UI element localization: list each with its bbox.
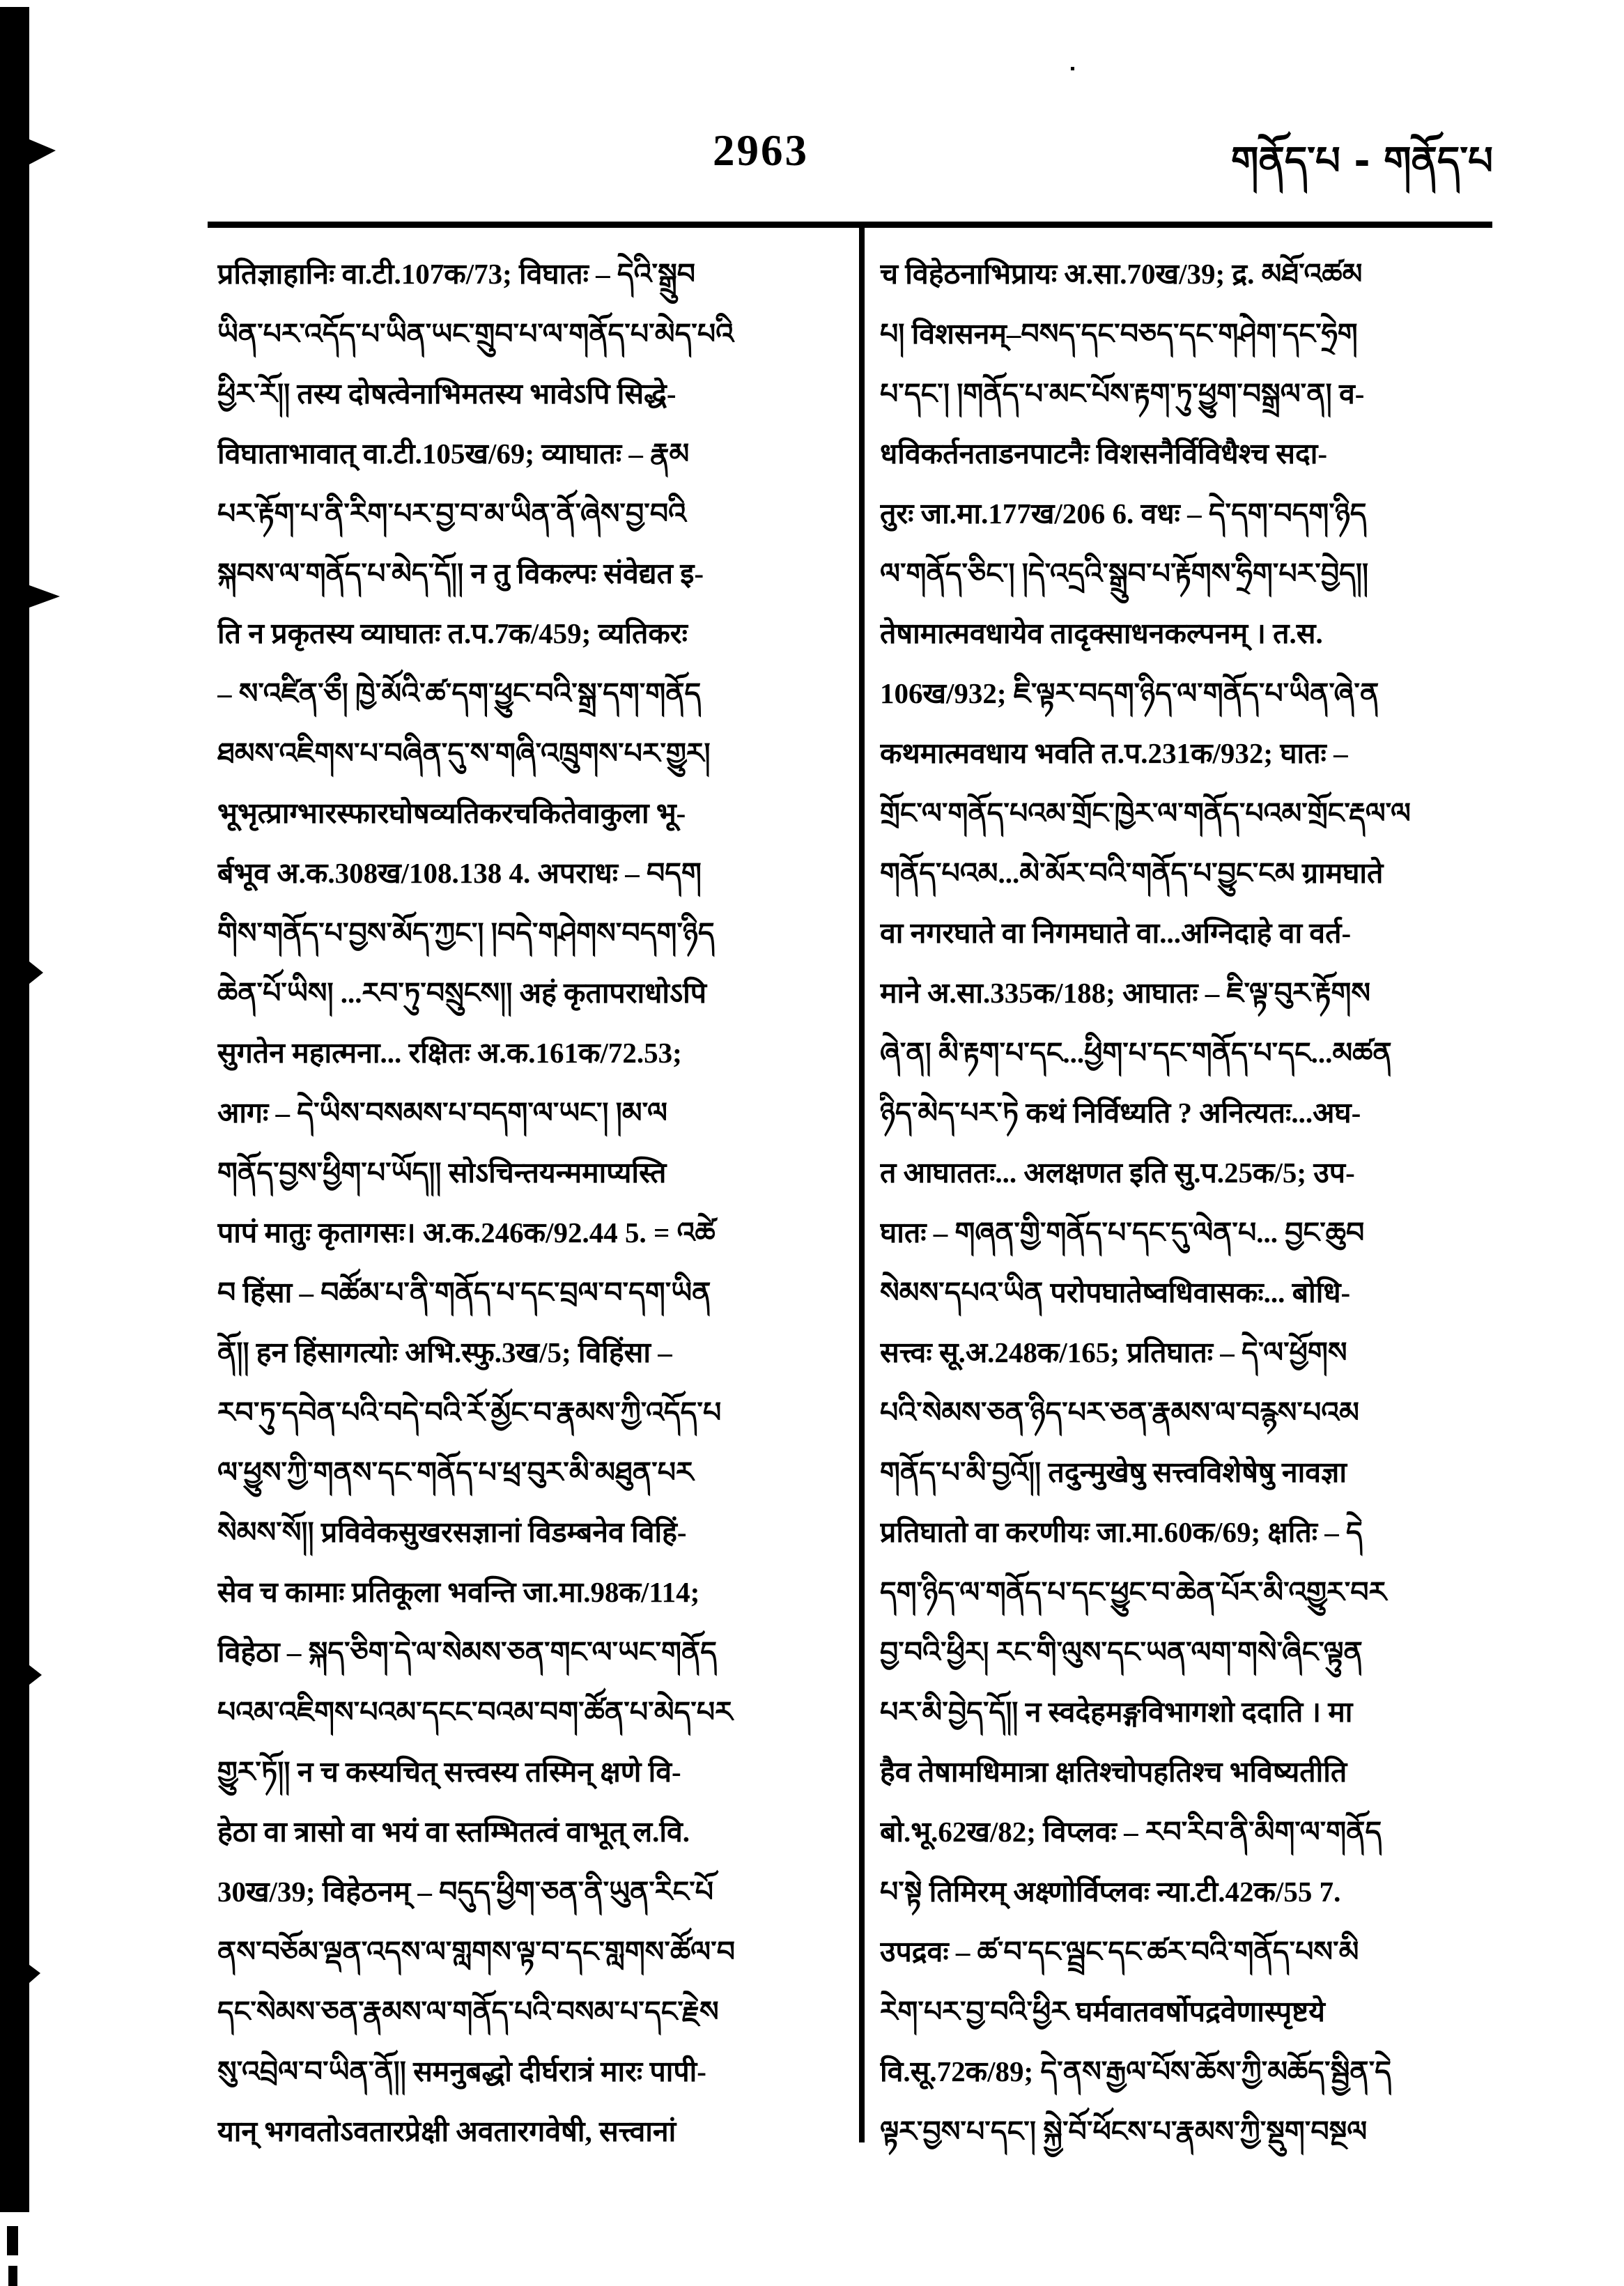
text-line: ནས་བཅོམ་ལྡན་འདས་ལ་གླགས་ལྟ་བ་དང་གླགས་ཚོལ་བ <box>217 1936 735 1968</box>
text-line: आगः – དེ་ཡིས་བསམས་པ་བདག་ལ་ཡང་། །མ་ལ <box>217 1097 667 1129</box>
text-line: सेव च कामाः प्रतिकूला भवन्ति जा.मा.98क/114; <box>217 1576 700 1608</box>
text-line: ཡིན་པར་འདོད་པ་ཡིན་ཡང་གྲུབ་པ་ལ་གནོད་པ་མེད་པའི <box>217 318 734 350</box>
text-line: पापं मातुः कृतागसः। अ.क.246क/92.44 5. = འཚེ <box>217 1217 716 1249</box>
text-line: विहेठा – སྐད་ཅིག་དེ་ལ་སེམས་ཅན་གང་ལ་ཡང་གནོད <box>217 1636 718 1668</box>
running-head-tibetan: གནོད་པ - གནོད་པ <box>1231 139 1493 184</box>
text-line: 30ख/39; विहेठनम् – བདུད་ཕྱིག་ཅན་ནི་ཡུན་རིང་པོ <box>217 1876 713 1908</box>
text-line: པ། विशसनम्–བསད་དང་བཅད་དང་གཤེག་དང་ཧྲེག <box>880 318 1358 350</box>
text-line: གྱུར་ཏོ།། न च कस्यचित् सत्त्वस्य तस्मिन् क्षणे वि- <box>217 1756 681 1788</box>
text-line: གིས་གནོད་པ་བྱས་མོད་ཀྱང་། །བདེ་གཤེགས་བདག་ཉིད <box>217 917 715 949</box>
text-line: གྲོང་ལ་གནོད་པའམ་གྲོང་ཁྱེར་ལ་གནོད་པའམ་གྲོང་རྡལ་ལ <box>880 797 1411 829</box>
text-line: घातः – གཞན་གྱི་གནོད་པ་དང་དུ་ལེན་པ... བྱང་ཆུབ <box>880 1217 1365 1249</box>
text-line: བྱ་བའི་ཕྱིར། རང་གི་ལུས་དང་ཡན་ལག་གསེ་ཞིང་ལྟུན <box>880 1636 1363 1668</box>
text-line: པ་སྟེ तिमिरम् अक्ष्णोर्विप्लवः न्या.टी.42क/55 7. <box>880 1876 1341 1908</box>
text-line: – ས་འཛིན་ཅྀ། ཁྱེ་མོའི་ཚ་དག་ཕྱུང་བའི་སྒྲ་དག་གནོད <box>217 677 702 709</box>
text-line: སེམས་དཔའ་ཡིན परोपघातेष्वधिवासकः... बोधि- <box>880 1276 1351 1308</box>
text-line: པར་མི་བྱེད་དོ།། न स्वदेहमङ्गविभागशो ददाति । मा <box>880 1696 1353 1728</box>
text-line: རེག་པར་བྱ་བའི་ཕྱིར घर्मवातवर्षोपद्रवेणास्पृष्टये <box>880 1995 1325 2028</box>
text-line: དག་ཉིད་ལ་གནོད་པ་དང་ཕྱུང་བ་ཆེན་པོར་མི་འགྱུར་བར <box>880 1576 1387 1608</box>
text-line: सत्त्वः सू.अ.248क/165; प्रतिघातः – དེ་ལ་ཕྱོགས <box>880 1336 1347 1368</box>
text-line: ཉིད་མེད་པར་ཏེ कथं निर्विध्यति ? अनित्यतः...अघ- <box>880 1097 1361 1129</box>
text-line: ལ་ཕྱུས་ཀྱི་གནས་དང་གནོད་པ་ཕྲ་བུར་མི་མཐུན་པར <box>217 1456 694 1488</box>
text-line: དང་སེམས་ཅན་རྣམས་ལ་གནོད་པའི་བསམ་པ་དང་རྗེས <box>217 1995 719 2028</box>
text-line: तेषामात्मवधायेव तादृक्साधनकल्पनम् । त.स. <box>880 617 1323 649</box>
text-line: हेठा वा त्रासो वा भयं वा स्तम्भितत्वं वाभूत् ल.वि. <box>217 1816 690 1848</box>
text-line: པའམ་འཇིགས་པའམ་དངང་བའམ་བག་ཚོན་པ་མེད་པར <box>217 1696 733 1728</box>
scan-speck <box>1243 315 1246 318</box>
header-rule <box>208 222 1492 228</box>
text-line: ཐམས་འཇིགས་པ་བཞིན་དུ་ས་གཞི་འཁྲུགས་པར་གྱུར། <box>217 737 711 769</box>
column-divider <box>859 222 865 2142</box>
left-column <box>217 244 839 2161</box>
text-line: ལ་གནོད་ཅིང་། །དེ་འདྲའི་སྒྲུབ་པ་རྟོགས་ཧྲིག་པར་བྱེད།། <box>880 557 1369 589</box>
text-line: སེམས་སོ།། प्रविवेकसुखरसज्ञानां विडम्बनेव विहिं- <box>217 1516 687 1548</box>
text-line: པར་རྟོག་པ་ནི་རིག་པར་བྱ་བ་མ་ཡིན་ནོ་ཞེས་བྱ་བའི <box>217 497 687 530</box>
text-line: སྐབས་ལ་གནོད་པ་མེད་དོ།། न तु विकल्पः संवेद्यत इ- <box>217 557 704 589</box>
text-line: च विहेठनाभिप्रायः अ.सा.70ख/39; द्र. མཐོ་འཚམ <box>880 258 1363 290</box>
text-line: ལྟར་བྱས་པ་དང་། སྐྱེ་བོ་ཕོངས་པ་རྣམས་ཀྱི་སྡུག་བསྔལ <box>880 2115 1368 2147</box>
text-line: ཕྱིར་རོ།། तस्य दोषत्वेनाभिमतस्य भावेऽपि सिद्धे- <box>217 378 676 410</box>
text-line: ति न प्रकृतस्य व्याघातः त.प.7क/459; व्यतिकरः <box>217 617 688 649</box>
text-line: र्बभूव अ.क.308ख/108.138 4. अपराधः – བདག <box>217 857 702 889</box>
text-line: ཆེན་པོ་ཡིས། ...རབ་ཏུ་བསྲུངས།། अहं कृतापराधोऽपि <box>217 977 707 1009</box>
text-line: ནོ།། हन हिंसागत्योः अभि.स्फु.3ख/5; विहिंसा – <box>217 1336 672 1368</box>
text-line: बो.भू.62ख/82; विप्लवः – རབ་རིབ་ནི་མིག་ལ་གནོད <box>880 1816 1382 1848</box>
text-line: कथमात्मवधाय भवति त.प.231क/932; घातः – <box>880 737 1348 769</box>
text-line: वा नगरघाते वा निगमघाते वा...अग्निदाहे वा वर्त- <box>880 917 1352 949</box>
text-line: त आघाततः... अलक्षणत इति सु.प.25क/5; उप- <box>880 1157 1355 1189</box>
text-line: གནོད་བྱས་ཕྱིག་པ་ཡོད།། सोऽचिन्तयन्ममाप्यस्ति <box>217 1157 667 1189</box>
text-line: སུ་འབྲེལ་བ་ཡིན་ནོ།། समनुबद्धो दीर्घरात्रं मारः पापी- <box>217 2055 706 2087</box>
text-line: यान् भगवतोऽवतारप्रेक्षी अवतारगवेषी, सत्त्वानां <box>217 2115 676 2147</box>
text-line: उपद्रवः – ཚ་བ་དང་ལྦྲང་དང་ཚར་བའི་གནོད་པས་མི <box>880 1936 1359 1968</box>
text-line: धविकर्तनताडनपाटनैः विशसनैर्विविधैश्च सदा- <box>880 438 1328 470</box>
right-column <box>880 244 1507 2161</box>
text-line: माने अ.सा.335क/188; आघातः – ཇི་ལྟ་བུར་རྟོགས <box>880 977 1371 1009</box>
text-line: པ་དང་། །གནོད་པ་མང་པོས་རྟག་ཏུ་ཕྱུག་བསྒྲལ་ན། व- <box>880 378 1365 410</box>
text-line: विघाताभावात् वा.टी.105ख/69; व्याघातः – རྣམ <box>217 438 690 470</box>
text-line: हैव तेषामधिमात्रा क्षतिश्चोपहतिश्च भविष्यतीति <box>880 1756 1347 1788</box>
text-line: བ हिंसा – བཚོམ་པ་ནི་གནོད་པ་དང་བྲལ་བ་དག་ཡིན <box>217 1276 711 1308</box>
text-line: तुरः जा.मा.177ख/206 6. वधः – དེ་དག་བདག་ཉིད <box>880 497 1367 530</box>
scan-speck <box>1071 67 1074 70</box>
text-line: वि.सू.72क/89; དེ་ནས་རྒྱལ་པོས་ཆོས་ཀྱི་མཆོད་སྦྱིན་དེ <box>880 2055 1391 2087</box>
page-number: 2963 <box>713 126 809 175</box>
text-line: པའི་སེམས་ཅན་ཉིད་པར་ཅན་རྣམས་ལ་བརྙས་པའམ <box>880 1396 1359 1428</box>
text-line: प्रतिज्ञाहानिः वा.टी.107क/73; विघातः – དེའི་སྒྲུབ <box>217 258 696 290</box>
text-line: གནོད་པའམ...མེ་མོར་བའི་གནོད་པ་བྱུང་ངམ ग्रामघाते <box>880 857 1384 889</box>
text-line: ཞེ་ན། མི་རྟག་པ་དང...ཕྱིག་པ་དང་གནོད་པ་དང...མཚན <box>880 1037 1392 1069</box>
text-line: 106ख/932; ཇི་ལྟར་བདག་ཉིད་ལ་གནོད་པ་ཡིན་ཞེ་ན <box>880 677 1379 709</box>
text-line: प्रतिघातो वा करणीयः जा.मा.60क/69; क्षतिः – དེ <box>880 1516 1363 1548</box>
text-line: भूभृत्प्राग्भारस्फारघोषव्यतिकरचकितेवाकुला भू- <box>217 797 686 829</box>
text-line: सुगतेन महात्मना... रक्षितः अ.क.161क/72.53; <box>217 1037 682 1069</box>
text-line: རབ་ཏུ་དབེན་པའི་བདེ་བའི་རོ་མྱོང་བ་རྣམས་ཀྱི་འདོད་པ <box>217 1396 722 1428</box>
text-line: གནོད་པ་མི་བྱའོ།། तदुन्मुखेषु सत्त्वविशेषेषु नावज्ञा <box>880 1456 1347 1488</box>
scan-binding-artifact <box>0 0 77 2286</box>
